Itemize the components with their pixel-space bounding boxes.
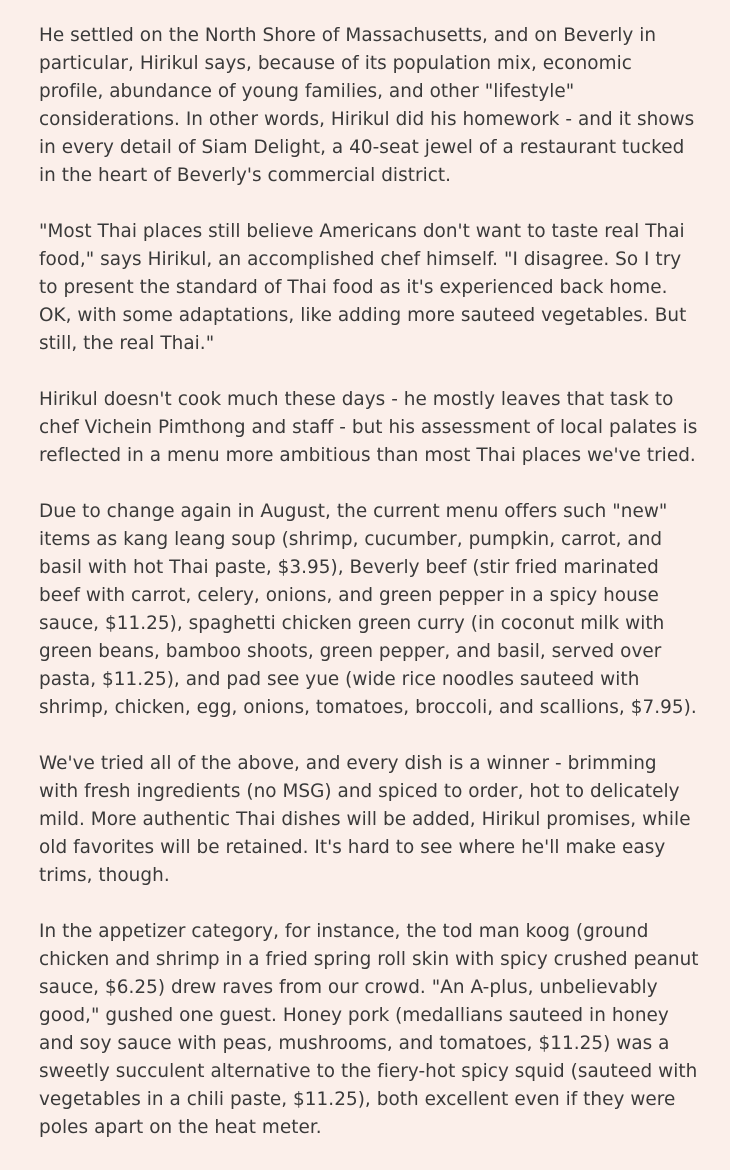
article-paragraph: "Most Thai places still believe Americans don't want to taste real Thai food," says Hirikul, an accomplished chef himself. "I disagree. So I try to present the standard of Thai food as it's experienced back home. OK, with some adaptations, like adding more sauteed vegetables. But still, the real Thai." [39,221,687,354]
article-body [39,22,699,1170]
article-paragraph: We've tried all of the above, and every dish is a winner - brimming with fresh ingredients (no MSG) and spiced to order, hot to delicately mild. More authentic Thai dishes will be added, Hirikul promises, while old favorites will be retained. It's hard to see where he'll make easy trims, though. [39,753,691,886]
article-paragraph: Due to change again in August, the current menu offers such "new" items as kang leang soup (shrimp, cucumber, pumpkin, carrot, and basil with hot Thai paste, $3.95), Beverly beef (stir fried marinated beef with carrot, celery, onions, and green pepper in a spicy house sauce, $11.25), spaghetti chicken green curry (in coconut milk with green beans, bamboo shoots, green pepper, and basil, served over pasta, $11.25), and pad see yue (wide rice noodles sauteed with shrimp, chicken, egg, onions, tomatoes, broccoli, and scallions, $7.95). [39,501,697,718]
article-paragraph: In the appetizer category, for instance, the tod man koog (ground chicken and shrimp in a fried spring roll skin with spicy crushed peanut sauce, $6.25) drew raves from our crowd. "An A-plus, unbelievably good," gushed one guest. Honey pork (medallians sauteed in honey and soy sauce with peas, mushrooms, and tomatoes, $11.25) was a sweetly succulent alternative to the fiery-hot spicy squid (sauteed with vegetables in a chili paste, $11.25), both excellent even if they were poles apart on the heat meter. [39,921,699,1138]
article-paragraph: Hirikul doesn't cook much these days - he mostly leaves that task to chef Vichein Pimthong and staff - but his assessment of local palates is reflected in a menu more ambitious than most Thai places we've tried. [39,389,698,466]
article-paragraph: He settled on the North Shore of Massachusetts, and on Beverly in particular, Hirikul says, because of its population mix, economic profile, abundance of young families, and other "lifestyle" considerations. In other words, Hirikul did his homework - and it shows in every detail of Siam Delight, a 40-seat jewel of a restaurant tucked in the heart of Beverly's commercial district. [39,25,695,186]
